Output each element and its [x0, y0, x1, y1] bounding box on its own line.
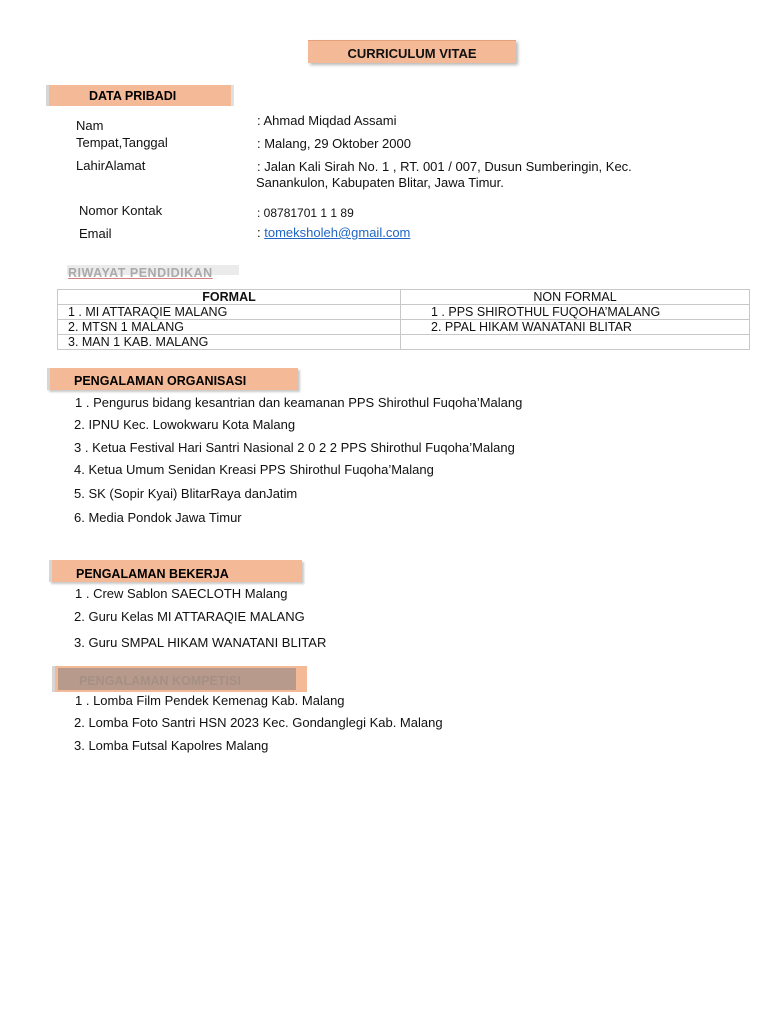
section-header-pendidikan: RIWAYAT PENDIDIKAN — [68, 266, 213, 280]
value-kontak: : 08781701 1 1 89 — [257, 206, 354, 220]
label-kontak: Nomor Kontak — [79, 203, 163, 218]
list-item: 6. Media Pondok Jawa Timur — [74, 510, 242, 525]
list-item: 4. Ketua Umum Senidan Kreasi PPS Shirothul Fuqoha’Malang — [74, 462, 434, 477]
list-item: 2. Guru Kelas MI ATTARAQIE MALANG — [74, 609, 305, 624]
label-ttl: Tempat,Tanggal — [76, 135, 168, 150]
formal-cell: 1 . MI ATTARAQIE MALANG — [58, 305, 401, 320]
col-formal: FORMAL — [58, 290, 401, 305]
col-nonformal: NON FORMAL — [401, 290, 750, 305]
formal-cell: 3. MAN 1 KAB. MALANG — [58, 335, 401, 350]
table-row — [58, 335, 750, 350]
section-header-kompetisi — [52, 666, 307, 692]
value-alamat-line2: Sanankulon, Kabupaten Blitar, Jawa Timur. — [256, 175, 504, 190]
label-nama: Nam — [76, 118, 104, 133]
cv-title-box — [308, 40, 516, 63]
list-item: 3. Lomba Futsal Kapolres Malang — [74, 738, 269, 753]
list-item: 3. Guru SMPAL HIKAM WANATANI BLITAR — [74, 635, 327, 650]
nonformal-cell — [401, 335, 750, 350]
email-prefix: : — [257, 225, 265, 240]
list-item: 2. Lomba Foto Santri HSN 2023 Kec. Gondanglegi Kab. Malang — [74, 715, 443, 730]
nonformal-cell: 1 . PPS SHIROTHUL FUQOHA’MALANG — [401, 305, 750, 320]
education-header-row — [58, 290, 750, 305]
value-alamat-line1: : Jalan Kali Sirah No. 1 , RT. 001 / 007, Dusun Sumberingin, Kec. — [257, 159, 632, 174]
table-row — [58, 305, 750, 320]
formal-cell: 2. MTSN 1 MALANG — [58, 320, 401, 335]
list-item: 5. SK (Sopir Kyai) BlitarRaya danJatim — [74, 486, 298, 501]
value-email-row — [257, 225, 410, 240]
value-ttl: : Malang, 29 Oktober 2000 — [257, 136, 411, 151]
list-item: 2. IPNU Kec. Lowokwaru Kota Malang — [74, 417, 296, 432]
list-item: 1 . Lomba Film Pendek Kemenag Kab. Malang — [75, 693, 345, 708]
value-nama: : Ahmad Miqdad Assami — [257, 113, 397, 128]
label-lahir-alamat: LahirAlamat — [76, 158, 146, 173]
list-item: 1 . Pengurus bidang kesantrian dan keamanan PPS Shirothul Fuqoha’Malang — [75, 395, 523, 410]
section-header-organisasi: PENGALAMAN ORGANISASI — [47, 368, 298, 390]
education-table — [57, 289, 750, 350]
list-item: 3 . Ketua Festival Hari Santri Nasional 2 0 2 2 PPS Shirothul Fuqoha’Malang — [74, 440, 515, 455]
email-link[interactable]: tomeksholeh@gmail.com — [264, 225, 411, 240]
kompetisi-header-label: PENGALAMAN KOMPETISI — [79, 674, 241, 688]
nonformal-cell: 2. PPAL HIKAM WANATANI BLITAR — [401, 320, 750, 335]
cv-title: CURRICULUM VITAE — [347, 46, 477, 61]
label-email: Email — [79, 226, 112, 241]
list-item: 1 . Crew Sablon SAECLOTH Malang — [75, 586, 288, 601]
section-header-data-pribadi: DATA PRIBADI — [46, 85, 234, 106]
section-header-bekerja: PENGALAMAN BEKERJA — [49, 560, 302, 582]
table-row — [58, 320, 750, 335]
